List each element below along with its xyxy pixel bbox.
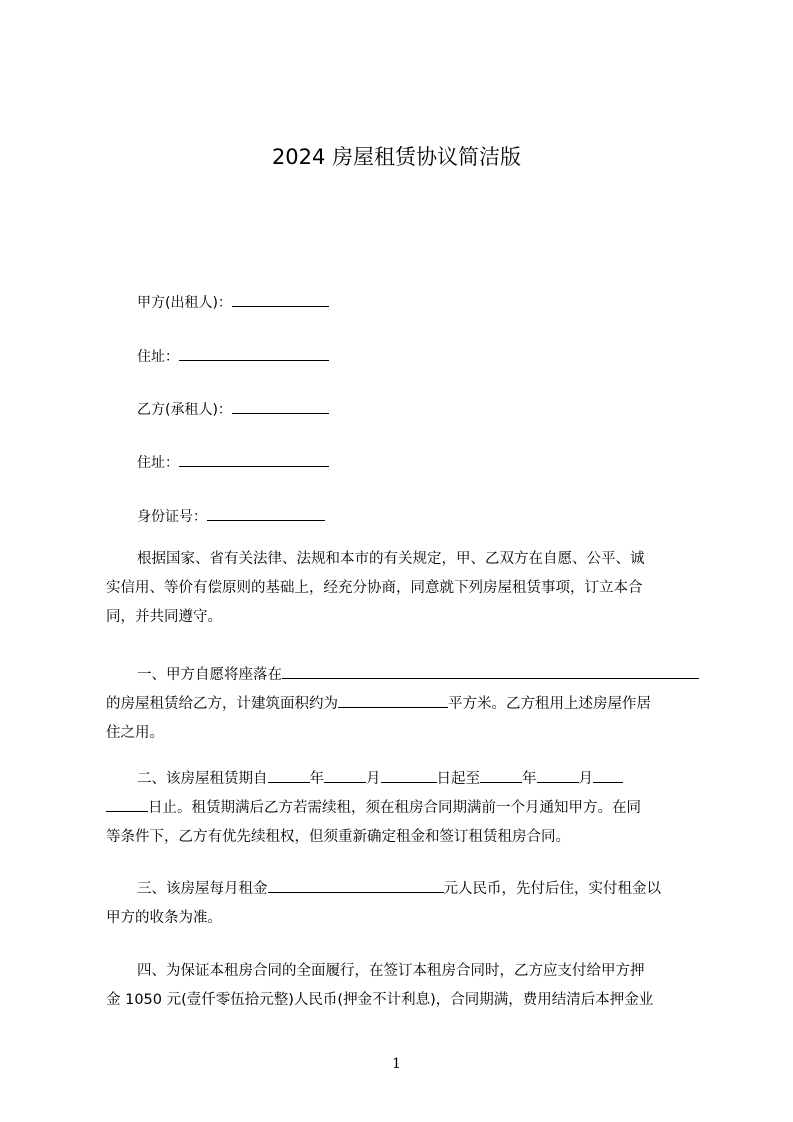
intro-line-2: 实信用、等价有偿原则的基础上，经充分协商，同意就下列房屋租赁事项，订立本合 <box>106 580 643 596</box>
clause-3-text-a: 三、该房屋每月租金 <box>137 881 268 897</box>
id-number-blank <box>207 506 325 521</box>
clause-2-paragraph <box>106 765 699 852</box>
party-a-address-field <box>137 346 329 367</box>
end-day-blank-start <box>593 767 623 783</box>
month-label-1: 月 <box>366 771 381 787</box>
day-from-label: 日起至 <box>436 771 480 787</box>
party-b-address-label: 住址： <box>137 455 179 471</box>
clause-3-text-b: 元人民币，先付后住，实付租金以 <box>443 881 661 897</box>
clause-1-text-c: 平方米。乙方租用上述房屋作居 <box>448 696 651 712</box>
end-day-blank <box>106 796 148 812</box>
clause-1-line-3: 住之用。 <box>106 725 164 741</box>
year-label-2: 年 <box>522 771 537 787</box>
clause-1-paragraph <box>106 661 699 748</box>
party-b-field <box>137 399 329 420</box>
clause-3-paragraph <box>106 875 699 933</box>
clause-2-line-2 <box>106 794 699 823</box>
end-year-blank <box>480 767 522 783</box>
clause-4-line-2: 金 1050 元(壹仟零伍拾元整)人民币(押金不计利息)，合同期满，费用结清后本押金业 <box>106 992 654 1008</box>
area-blank <box>338 692 448 708</box>
party-a-blank <box>232 292 329 307</box>
clause-2-text-a: 二、该房屋租赁期自 <box>137 771 268 787</box>
start-year-blank <box>268 767 310 783</box>
clause-4-paragraph <box>106 957 699 1015</box>
intro-line-1: 根据国家、省有关法律、法规和本市的有关规定，甲、乙双方在自愿、公平、诚 <box>137 551 645 567</box>
party-b-address-field <box>137 452 329 473</box>
clause-1-line-2 <box>106 690 699 719</box>
clause-2-text-b: 日止。租赁期满后乙方若需续租，须在租房合同期满前一个月通知甲方。在同 <box>148 800 641 816</box>
document-title: 2024 房屋租赁协议简洁版 <box>271 145 522 169</box>
year-label-1: 年 <box>309 771 324 787</box>
end-month-blank <box>537 767 579 783</box>
month-label-2: 月 <box>578 771 593 787</box>
clause-1-text-b: 的房屋租赁给乙方，计建筑面积约为 <box>106 696 338 712</box>
clause-1-text-a: 一、甲方自愿将座落在 <box>137 667 282 683</box>
location-blank <box>282 663 699 679</box>
clause-4-line-1: 四、为保证本租房合同的全面履行，在签订本租房合同时，乙方应支付给甲方押 <box>137 963 645 979</box>
rent-blank <box>268 877 444 893</box>
intro-line-3: 同，并共同遵守。 <box>106 609 222 625</box>
clause-2-line-1 <box>106 765 699 794</box>
party-b-label: 乙方(承租人)： <box>137 402 232 418</box>
party-a-field <box>137 292 329 313</box>
party-a-label: 甲方(出租人)： <box>137 295 232 311</box>
party-b-address-blank <box>179 452 329 467</box>
start-day-blank <box>381 767 437 783</box>
clause-2-line-3: 等条件下，乙方有优先续租权，但须重新确定租金和签订租赁租房合同。 <box>106 829 570 845</box>
start-month-blank <box>324 767 366 783</box>
clause-3-line-1 <box>106 875 699 904</box>
party-a-address-label: 住址： <box>137 349 179 365</box>
page-number: 1 <box>392 1056 401 1072</box>
clause-3-line-2: 甲方的收条为准。 <box>106 910 222 926</box>
clause-1-line-1 <box>106 661 699 690</box>
intro-paragraph <box>106 545 699 632</box>
party-a-address-blank <box>179 346 329 361</box>
id-number-field <box>137 506 325 527</box>
party-b-blank <box>232 399 329 414</box>
id-number-label: 身份证号： <box>137 509 207 525</box>
